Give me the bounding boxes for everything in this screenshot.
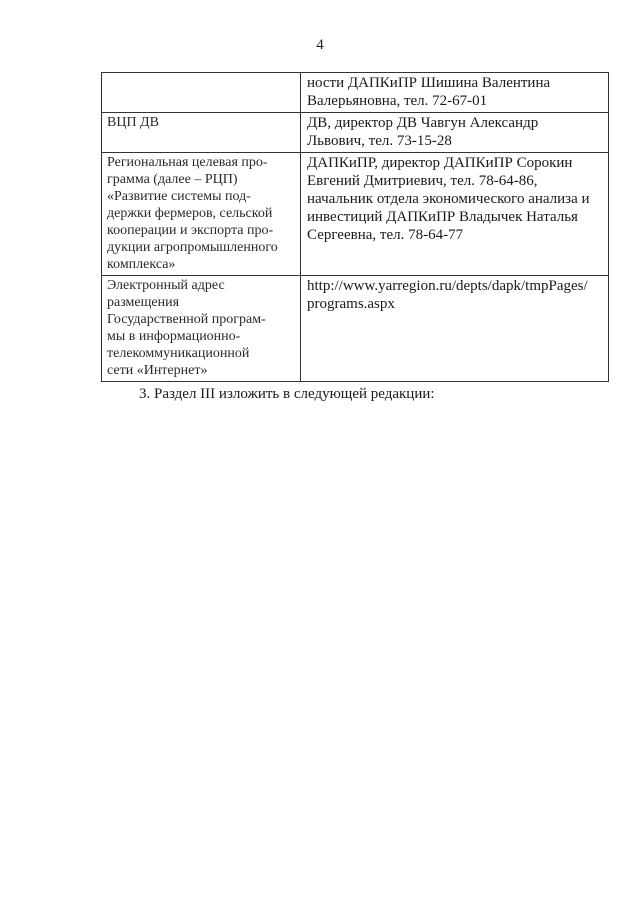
cell-line: ности ДАПКиПР Шишина Валентина bbox=[307, 75, 551, 91]
table-cell-label bbox=[102, 73, 301, 113]
cell-line: Евгений Дмитриевич, тел. 78-64-86, bbox=[307, 173, 538, 189]
cell-line: кооперации и экспорта про- bbox=[107, 223, 274, 238]
cell-line: Электронный адрес bbox=[107, 278, 225, 293]
table-cell-label bbox=[102, 276, 301, 382]
cell-line: грамма (далее – РЦП) bbox=[107, 172, 238, 187]
cell-line: ДАПКиПР, директор ДАПКиПР Сорокин bbox=[307, 155, 573, 171]
cell-line: инвестиций ДАПКиПР Владычек Наталья bbox=[307, 209, 578, 225]
cell-line: дукции агропромышленного bbox=[107, 240, 278, 255]
table-cell-value bbox=[301, 276, 609, 382]
table-cell-label bbox=[102, 153, 301, 276]
cell-line: Сергеевна, тел. 78-64-77 bbox=[307, 227, 464, 243]
cell-line: мы в информационно- bbox=[107, 329, 241, 344]
section-instruction: 3. Раздел III изложить в следующей редакции: bbox=[139, 386, 435, 402]
program-url-line: programs.aspx bbox=[307, 296, 395, 312]
table-cell-label bbox=[102, 113, 301, 153]
table-cell-value bbox=[301, 73, 609, 113]
table-cell-value bbox=[301, 113, 609, 153]
program-info-table bbox=[101, 72, 609, 382]
cell-line: «Развитие системы под- bbox=[107, 189, 251, 204]
cell-line: Региональная целевая про- bbox=[107, 155, 268, 170]
cell-line: начальник отдела экономического анализа и bbox=[307, 191, 590, 207]
table-row bbox=[102, 113, 609, 153]
table-row bbox=[102, 276, 609, 382]
cell-line: комплекса» bbox=[107, 257, 176, 272]
cell-line: ДВ, директор ДВ Чавгун Александр bbox=[307, 115, 539, 131]
program-url-line: http://www.yarregion.ru/depts/dapk/tmpPages/ bbox=[307, 278, 588, 294]
cell-line: сети «Интернет» bbox=[107, 363, 208, 378]
cell-line: Государственной програм- bbox=[107, 312, 266, 327]
cell-line: размещения bbox=[107, 295, 180, 310]
cell-line: телекоммуникационной bbox=[107, 346, 250, 361]
cell-line: держки фермеров, сельской bbox=[107, 206, 273, 221]
cell-line: Валерьяновна, тел. 72-67-01 bbox=[307, 93, 488, 109]
cell-line: ВЦП ДВ bbox=[107, 115, 159, 130]
table-row bbox=[102, 73, 609, 113]
table-cell-value bbox=[301, 153, 609, 276]
page-number: 4 bbox=[316, 37, 324, 53]
table-row bbox=[102, 153, 609, 276]
cell-line: Львович, тел. 73-15-28 bbox=[307, 133, 452, 149]
